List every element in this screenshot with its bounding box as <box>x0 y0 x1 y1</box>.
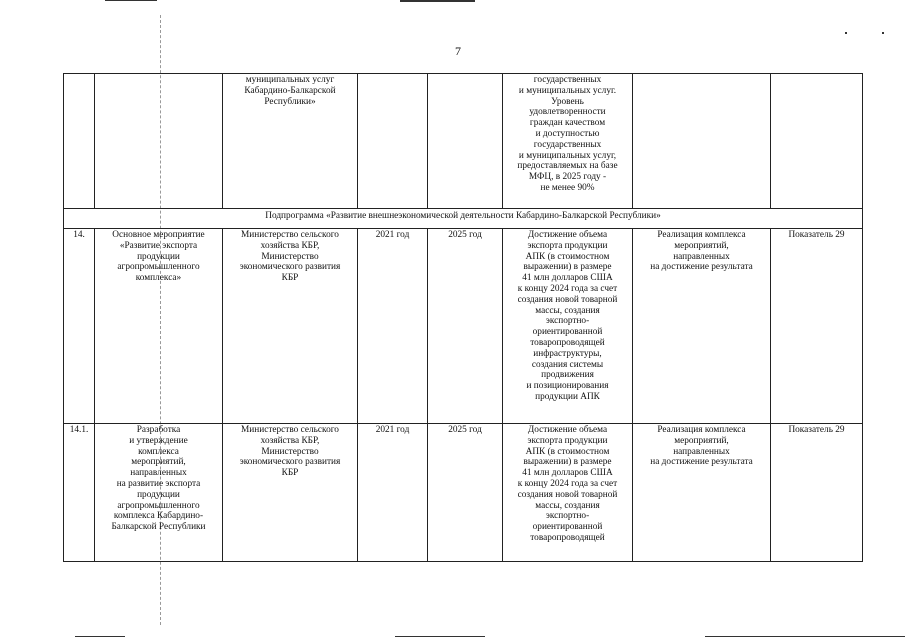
cell-result: Достижение объема экспорта продукции АПК (в стоимостном выражении) в размере 41 млн долларов США к концу 2024 года за счет создания новой товарной массы, создания экспортно- ориентированной товаропроводящей инфраструктуры, создания системы продвижения и позиционирования продукции АПК <box>503 229 633 424</box>
table-row <box>64 424 863 562</box>
table-row <box>64 74 863 209</box>
cell-start <box>358 74 428 209</box>
cell-indicator <box>771 74 863 209</box>
table-row <box>64 229 863 424</box>
cell-executor: Министерство сельского хозяйства КБР, Министерство экономического развития КБР <box>223 424 358 562</box>
cell-number: 14. <box>64 229 95 424</box>
scan-artifact <box>400 0 475 2</box>
scan-artifact <box>75 636 125 637</box>
cell-indicator: Показатель 29 <box>771 424 863 562</box>
cell-start: 2021 год <box>358 229 428 424</box>
cell-directions <box>633 74 771 209</box>
scan-artifact <box>845 32 847 34</box>
cell-end: 2025 год <box>428 229 503 424</box>
cell-result: Достижение объема экспорта продукции АПК (в стоимостном выражении) в размере 41 млн долларов США к концу 2024 года за счет создания новой товарной массы, создания экспортно- ориентированной товаропроводящей <box>503 424 633 562</box>
cell-name: Разработка и утверждение комплекса мероприятий, направленных на развитие экспорта продукции агропромышленного комплекса Кабардино- Балкарской Республики <box>95 424 223 562</box>
scan-artifact <box>105 0 157 1</box>
cell-directions: Реализация комплекса мероприятий, направленных на достижение результата <box>633 424 771 562</box>
cell-end <box>428 74 503 209</box>
cell-result: государственных и муниципальных услуг. Уровень удовлетворенности граждан качеством и доступностью государственных и муниципальных услуг, предоставляемых на базе МФЦ, в 2025 году - не менее 90% <box>503 74 633 209</box>
program-table <box>63 73 863 562</box>
scan-artifact <box>395 636 485 637</box>
subprogram-title: Подпрограмма «Развитие внешнеэкономической деятельности Кабардино-Балкарской Республики» <box>64 209 863 229</box>
cell-number <box>64 74 95 209</box>
cell-name <box>95 74 223 209</box>
cell-start: 2021 год <box>358 424 428 562</box>
cell-name: Основное мероприятие «Развитие экспорта продукции агропромышленного комплекса» <box>95 229 223 424</box>
cell-executor: муниципальных услуг Кабардино-Балкарской Республики» <box>223 74 358 209</box>
scan-artifact <box>705 636 905 637</box>
cell-indicator: Показатель 29 <box>771 229 863 424</box>
cell-directions: Реализация комплекса мероприятий, направленных на достижение результата <box>633 229 771 424</box>
cell-end: 2025 год <box>428 424 503 562</box>
scan-artifact <box>882 32 884 34</box>
cell-executor: Министерство сельского хозяйства КБР, Министерство экономического развития КБР <box>223 229 358 424</box>
page-number: 7 <box>455 44 461 58</box>
section-row <box>64 209 863 229</box>
cell-number: 14.1. <box>64 424 95 562</box>
